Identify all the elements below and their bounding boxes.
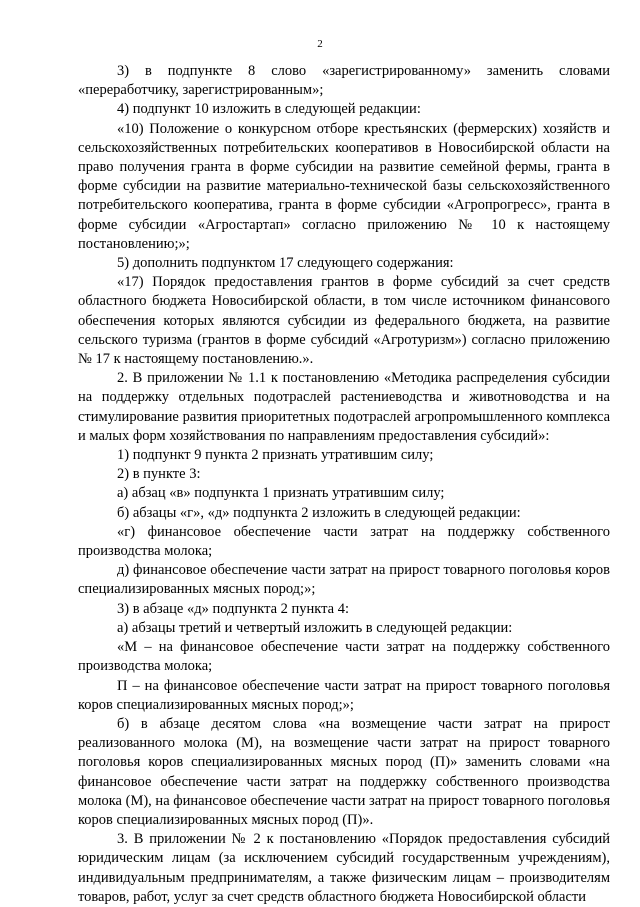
paragraph-section-2-subitem-2a: а) абзац «в» подпункта 1 признать утратившим силу; — [117, 485, 445, 502]
paragraph-subitem-4: 4) подпункт 10 изложить в следующей редакции: — [117, 101, 421, 118]
paragraph-section-2-subitem-2: 2) в пункте 3: — [117, 466, 201, 483]
paragraph-section-2-subitem-3: 3) в абзаце «д» подпункта 2 пункта 4: — [117, 600, 349, 617]
paragraph-section-3: 3. В приложении № 2 к постановлению «Порядок предоставления субсидий юридическим лицам (за исключением субсидий государственным учреждениям), индивидуальным предпринимателям, а также физическим лицам – производителям товаров, работ, услуг за счет средств областного бюджета Новосибирской области — [78, 831, 610, 905]
paragraph-section-2-subitem-3a: а) абзацы третий и четвертый изложить в следующей редакции: — [117, 619, 513, 636]
paragraph-subitem-5: 5) дополнить подпунктом 17 следующего содержания: — [117, 255, 454, 272]
paragraph-formula-p: П – на финансовое обеспечение части затрат на прирост товарного поголовья коров специализированных мясных пород;»; — [78, 677, 610, 713]
paragraph-abzac-d: д) финансовое обеспечение части затрат на прирост товарного поголовья коров специализированных мясных пород;»; — [78, 562, 610, 598]
document-body — [78, 62, 610, 907]
page-number: 2 — [317, 38, 323, 50]
paragraph-item-10-text: «10) Положение о конкурсном отборе крестьянских (фермерских) хозяйств и сельскохозяйственных потребительских кооперативов в Новосибирской области на право получения гранта в форме субсидии на развитие семейной фермы, гранта в форме субсидии на развитие материально-технической базы сельскохозяйственного потребительского кооператива, гранта в форме субсидии «Агропрогресс», гранта в форме субсидии «Агростартап» согласно приложению № 10 к настоящему постановлению;»; — [78, 120, 610, 252]
paragraph-subitem-3: 3) в подпункте 8 слово «зарегистрированному» заменить словами «переработчику, зарегистрированным»; — [78, 63, 610, 99]
paragraph-formula-m: «М – на финансовое обеспечение части затрат на поддержку собственного производства молока; — [78, 639, 610, 675]
paragraph-section-2-subitem-2b: б) абзацы «г», «д» подпункта 2 изложить в следующей редакции: — [117, 504, 521, 521]
paragraph-section-2-subitem-1: 1) подпункт 9 пункта 2 признать утратившим силу; — [117, 447, 434, 464]
paragraph-section-2: 2. В приложении № 1.1 к постановлению «Методика распределения субсидии на поддержку отдельных подотраслей растениеводства и животноводства и на стимулирование развития приоритетных подотраслей агропромышленного комплекса и малых форм хозяйствования по направлениям предоставления субсидий»: — [78, 370, 610, 444]
paragraph-section-2-subitem-3b: б) в абзаце десятом слова «на возмещение части затрат на прирост реализованного молока (М), на возмещение части затрат на прирост товарного поголовья коров специализированных мясных пород (П)» заменить словами «на финансовое обеспечение части затрат на поддержку собственного производства молока (М), на финансовое обеспечение части затрат на прирост товарного поголовья коров специализированных мясных пород (П)». — [78, 715, 610, 828]
paragraph-abzac-g: «г) финансовое обеспечение части затрат на поддержку собственного производства молока; — [78, 523, 610, 560]
paragraph-item-17-text: «17) Порядок предоставления грантов в форме субсидий за счет средств областного бюджета Новосибирской области, в том числе источником финансового обеспечения которых являются субсидии из федерального бюджета, на развитие сельского туризма (грантов в форме субсидий «Агротуризм») согласно приложению № 17 к настоящему постановлению.». — [78, 274, 610, 368]
